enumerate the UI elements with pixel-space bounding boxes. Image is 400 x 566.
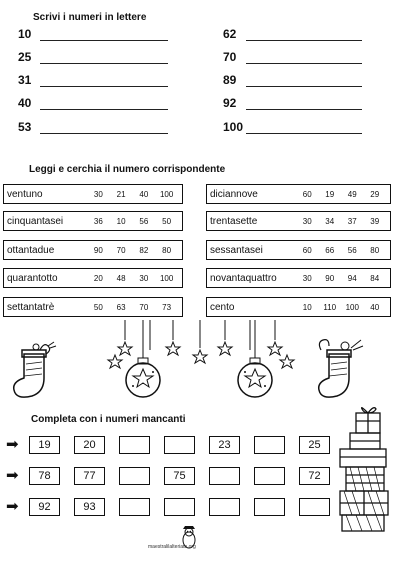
- number-option[interactable]: 19: [325, 189, 335, 199]
- number-option[interactable]: 29: [370, 189, 380, 199]
- number-word: ottantadue: [7, 244, 55, 256]
- right-arrow-icon: ➡: [6, 467, 19, 484]
- number-option[interactable]: 21: [116, 189, 126, 199]
- number-word: trentasette: [210, 215, 258, 227]
- blank-number-box[interactable]: [164, 498, 195, 516]
- blank-number-box[interactable]: [254, 436, 285, 454]
- number-option[interactable]: 37: [347, 216, 357, 226]
- number-option[interactable]: 100: [159, 273, 174, 283]
- number-option[interactable]: 36: [93, 216, 103, 226]
- number-box: 19: [29, 436, 60, 454]
- number-option[interactable]: 56: [347, 245, 357, 255]
- number-option[interactable]: 100: [345, 302, 359, 312]
- blank-number-box[interactable]: [299, 498, 330, 516]
- word-number-row: [3, 240, 183, 260]
- number-option[interactable]: 10: [302, 302, 312, 312]
- word-number-row: [3, 268, 183, 288]
- number-box: 23: [209, 436, 240, 454]
- blank-number-box[interactable]: [119, 498, 150, 516]
- number-option[interactable]: 60: [302, 245, 312, 255]
- number-option[interactable]: 66: [325, 245, 335, 255]
- write-line[interactable]: [246, 40, 362, 41]
- number-option[interactable]: 49: [347, 189, 357, 199]
- write-line[interactable]: [40, 86, 168, 87]
- blank-number-box[interactable]: [164, 436, 195, 454]
- number-option[interactable]: 30: [93, 189, 103, 199]
- number-option[interactable]: 30: [139, 273, 149, 283]
- stocking-icon: [315, 338, 370, 402]
- number-word: quarantotto: [7, 272, 58, 284]
- number-option[interactable]: 82: [139, 245, 149, 255]
- number-option[interactable]: 40: [370, 302, 380, 312]
- given-number: 89: [223, 73, 237, 87]
- number-option[interactable]: 20: [93, 273, 103, 283]
- number-box: 92: [29, 498, 60, 516]
- number-word: cinquantasei: [7, 215, 64, 227]
- write-line[interactable]: [246, 109, 362, 110]
- section2-title: Leggi e cerchia il numero corrispondente: [29, 164, 226, 175]
- right-arrow-icon: ➡: [6, 498, 19, 515]
- number-box: 75: [164, 467, 195, 485]
- gift-stack-icon: [332, 405, 394, 535]
- word-number-row: [3, 184, 183, 204]
- number-option[interactable]: 39: [370, 216, 380, 226]
- number-box: 77: [74, 467, 105, 485]
- number-word: cento: [210, 301, 235, 313]
- write-line[interactable]: [40, 40, 168, 41]
- write-line[interactable]: [40, 109, 168, 110]
- footer-site: maestralilalteriata.org: [148, 544, 196, 550]
- number-option[interactable]: 48: [116, 273, 126, 283]
- given-number: 92: [223, 96, 237, 110]
- given-number: 10: [18, 27, 32, 41]
- number-option[interactable]: 50: [162, 216, 172, 226]
- ornament-icon: [126, 358, 160, 397]
- section1-title: Scrivi i numeri in lettere: [33, 12, 147, 23]
- given-number: 70: [223, 50, 237, 64]
- number-word: settantatrè: [7, 301, 55, 313]
- blank-number-box[interactable]: [209, 498, 240, 516]
- word-number-row: [206, 297, 391, 317]
- number-option[interactable]: 30: [302, 216, 312, 226]
- ornaments-decoration: [105, 320, 295, 400]
- word-number-row: [206, 184, 391, 204]
- given-number: 25: [18, 50, 32, 64]
- number-option[interactable]: 63: [116, 302, 126, 312]
- blank-number-box[interactable]: [119, 436, 150, 454]
- given-number: 40: [18, 96, 32, 110]
- word-number-row: [3, 297, 183, 317]
- number-option[interactable]: 100: [159, 189, 174, 199]
- number-option[interactable]: 94: [347, 273, 357, 283]
- number-box: 25: [299, 436, 330, 454]
- given-number: 53: [18, 120, 32, 134]
- write-line[interactable]: [40, 63, 168, 64]
- given-number: 31: [18, 73, 32, 87]
- number-option[interactable]: 110: [323, 302, 337, 312]
- number-option[interactable]: 50: [93, 302, 103, 312]
- given-number: 100: [223, 120, 244, 134]
- blank-number-box[interactable]: [254, 498, 285, 516]
- number-option[interactable]: 34: [325, 216, 335, 226]
- blank-number-box[interactable]: [209, 467, 240, 485]
- number-option[interactable]: 30: [302, 273, 312, 283]
- number-word: novantaquattro: [210, 272, 277, 284]
- write-line[interactable]: [246, 63, 362, 64]
- word-number-row: [3, 211, 183, 231]
- number-option[interactable]: 60: [302, 189, 312, 199]
- right-arrow-icon: ➡: [6, 436, 19, 453]
- number-option[interactable]: 73: [162, 302, 172, 312]
- write-line[interactable]: [246, 86, 362, 87]
- write-line[interactable]: [40, 133, 168, 134]
- number-box: 78: [29, 467, 60, 485]
- number-option[interactable]: 90: [93, 245, 103, 255]
- number-option[interactable]: 84: [370, 273, 380, 283]
- number-option[interactable]: 80: [162, 245, 172, 255]
- stocking-icon: [10, 340, 60, 402]
- number-option[interactable]: 56: [139, 216, 149, 226]
- number-option[interactable]: 40: [139, 189, 149, 199]
- given-number: 62: [223, 27, 237, 41]
- blank-number-box[interactable]: [119, 467, 150, 485]
- write-line[interactable]: [246, 133, 362, 134]
- number-option[interactable]: 70: [116, 245, 126, 255]
- number-option[interactable]: 10: [116, 216, 126, 226]
- number-box: 72: [299, 467, 330, 485]
- number-option[interactable]: 90: [325, 273, 335, 283]
- blank-number-box[interactable]: [254, 467, 285, 485]
- section3-title: Completa con i numeri mancanti: [31, 414, 186, 425]
- number-option[interactable]: 80: [370, 245, 380, 255]
- number-box: 20: [74, 436, 105, 454]
- number-word: sessantasei: [210, 244, 263, 256]
- number-word: ventuno: [7, 188, 43, 200]
- word-number-row: [206, 268, 391, 288]
- number-word: diciannove: [210, 188, 258, 200]
- word-number-row: [206, 211, 391, 231]
- number-option[interactable]: 70: [139, 302, 149, 312]
- word-number-row: [206, 240, 391, 260]
- ornament-icon: [238, 358, 272, 397]
- number-box: 93: [74, 498, 105, 516]
